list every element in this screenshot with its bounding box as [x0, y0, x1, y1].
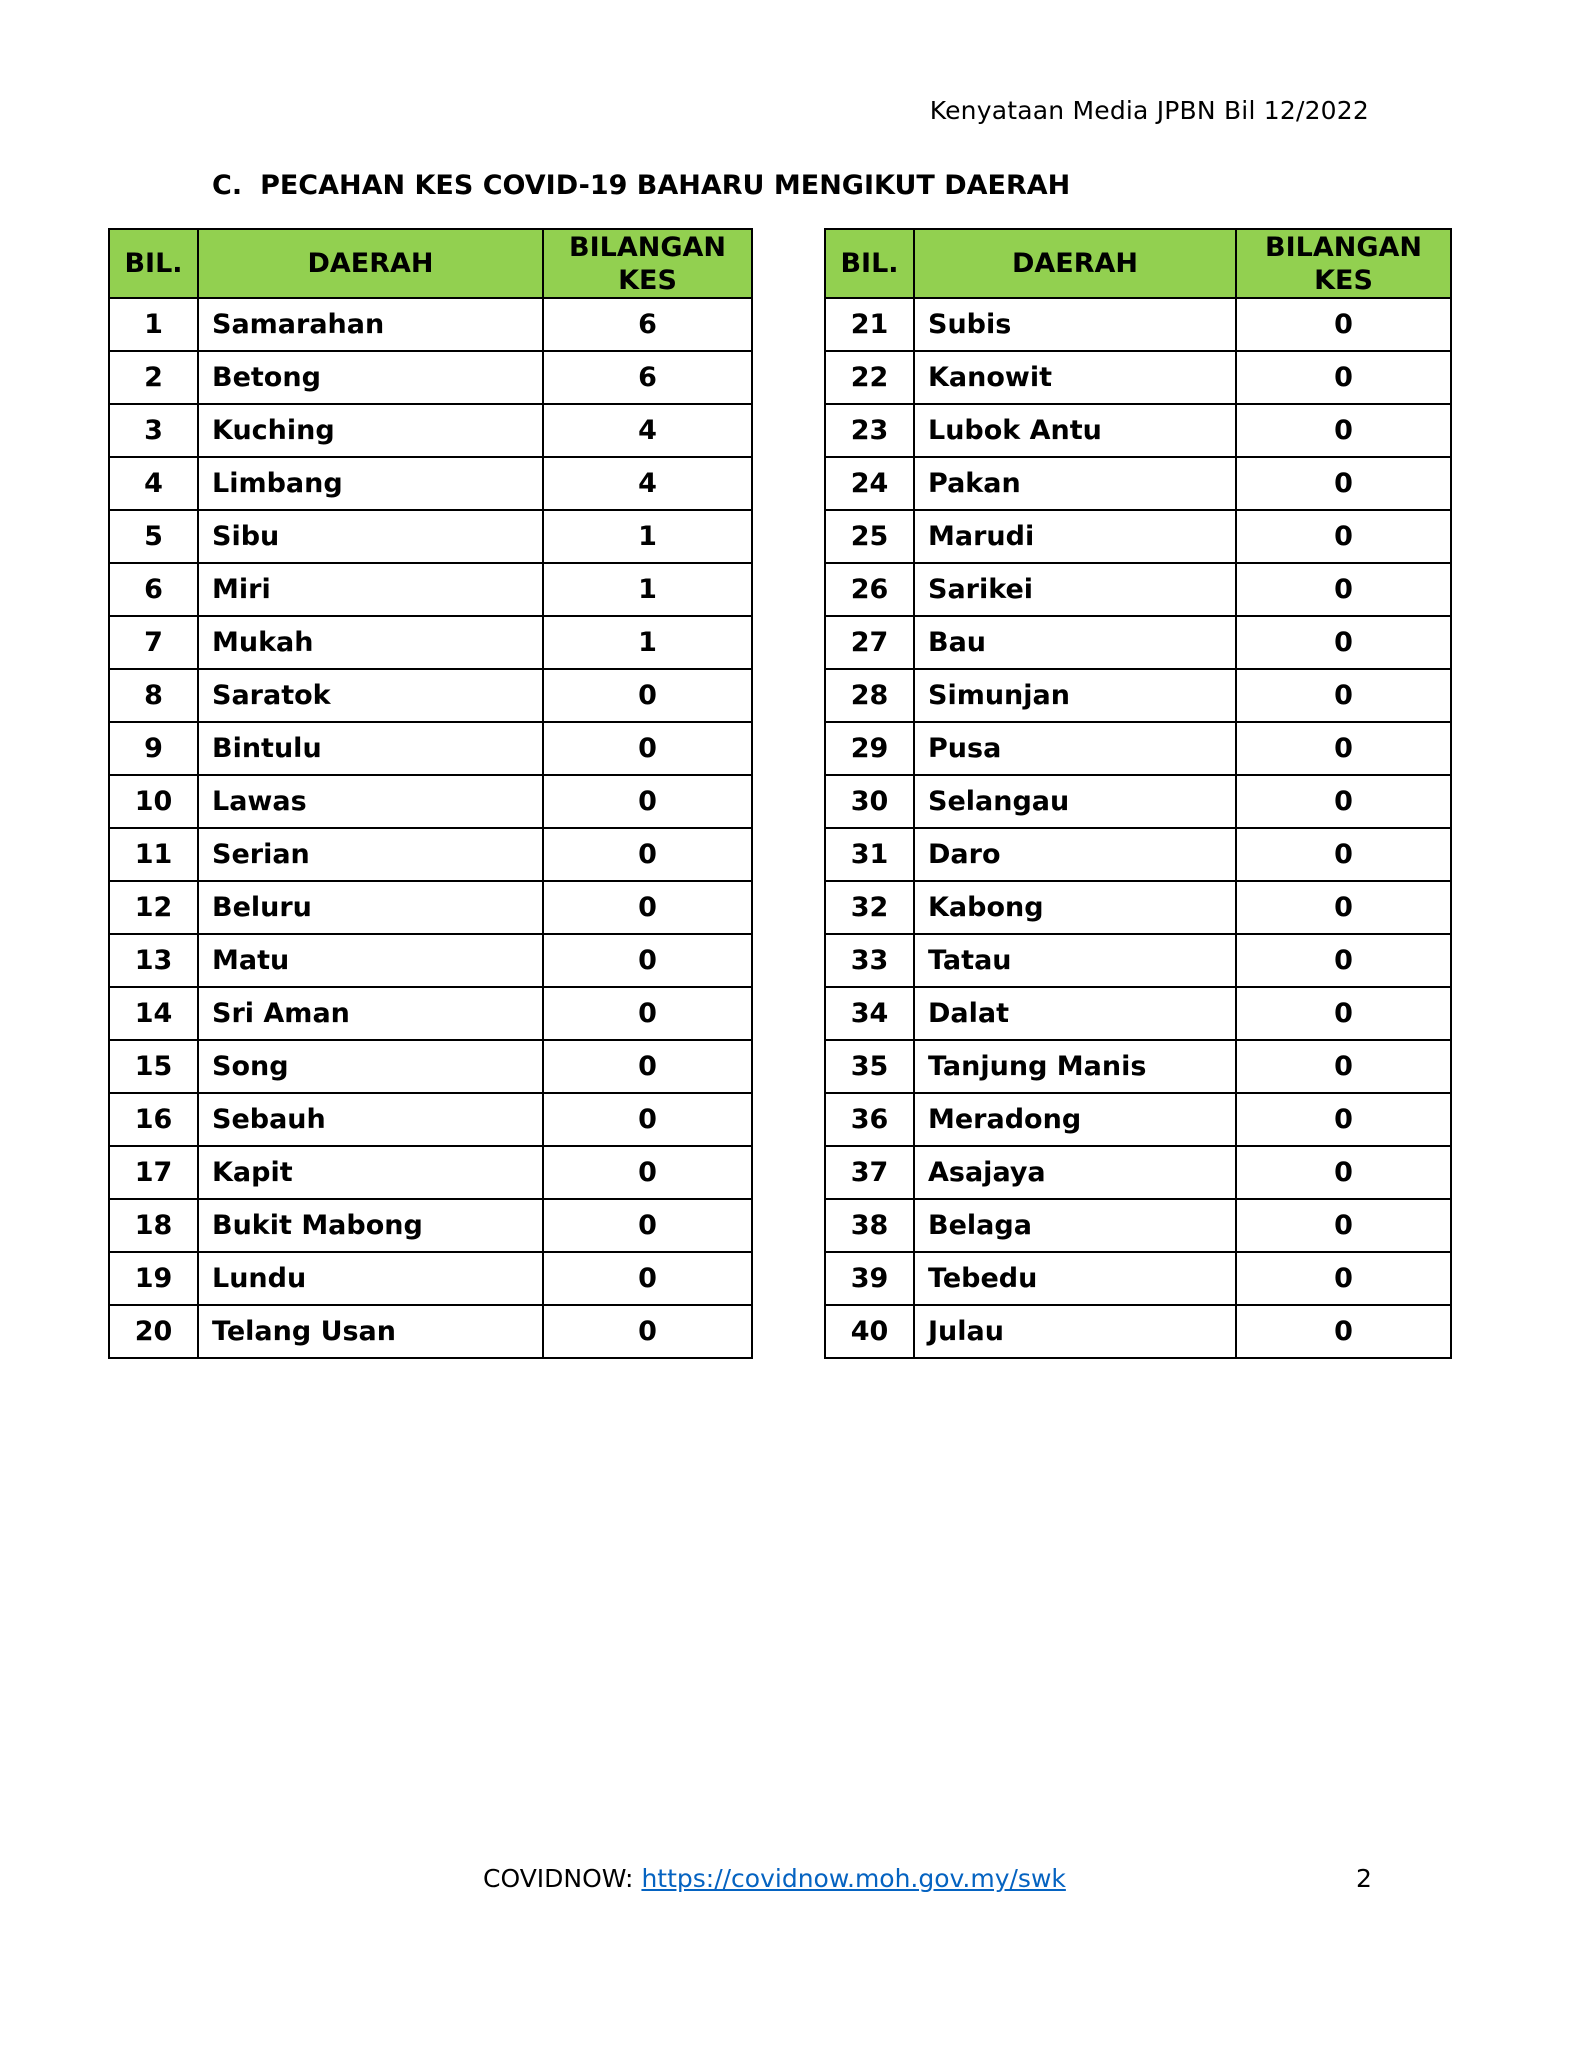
cell-kes: 1 — [543, 563, 752, 616]
section-letter: C. — [212, 170, 243, 201]
district-table-right — [824, 228, 1452, 1359]
cell-kes: 4 — [543, 404, 752, 457]
cell-kes: 6 — [543, 351, 752, 404]
table-body-right — [825, 298, 1451, 1358]
cell-kes: 0 — [543, 1146, 752, 1199]
table-row — [109, 775, 752, 828]
cell-kes: 0 — [1236, 1305, 1451, 1358]
cell-kes: 1 — [543, 510, 752, 563]
cell-daerah: Julau — [914, 1305, 1236, 1358]
cell-bil: 12 — [109, 881, 198, 934]
header-kes — [543, 229, 752, 298]
table-row — [109, 298, 752, 351]
cell-daerah: Betong — [198, 351, 543, 404]
cell-daerah: Kuching — [198, 404, 543, 457]
cell-bil: 11 — [109, 828, 198, 881]
cell-bil: 33 — [825, 934, 914, 987]
page-header: Kenyataan Media JPBN Bil 12/2022 — [929, 96, 1369, 125]
table-row — [109, 563, 752, 616]
cell-daerah: Sebauh — [198, 1093, 543, 1146]
cell-kes: 0 — [543, 881, 752, 934]
cell-daerah: Song — [198, 1040, 543, 1093]
cell-daerah: Tebedu — [914, 1252, 1236, 1305]
cell-daerah: Telang Usan — [198, 1305, 543, 1358]
table-row — [825, 722, 1451, 775]
cell-bil: 18 — [109, 1199, 198, 1252]
cell-daerah: Simunjan — [914, 669, 1236, 722]
cell-kes: 0 — [1236, 1040, 1451, 1093]
cell-kes: 0 — [1236, 510, 1451, 563]
cell-kes: 0 — [543, 987, 752, 1040]
cell-daerah: Bukit Mabong — [198, 1199, 543, 1252]
cell-kes: 0 — [1236, 351, 1451, 404]
cell-bil: 3 — [109, 404, 198, 457]
table-row — [825, 298, 1451, 351]
footer — [483, 1864, 1066, 1893]
cell-daerah: Lubok Antu — [914, 404, 1236, 457]
cell-daerah: Matu — [198, 934, 543, 987]
table-body-left — [109, 298, 752, 1358]
header-kes-line2: KES — [618, 264, 677, 296]
cell-kes: 1 — [543, 616, 752, 669]
table-row — [825, 510, 1451, 563]
table-row — [109, 828, 752, 881]
cell-kes: 0 — [1236, 775, 1451, 828]
table-row — [825, 351, 1451, 404]
table-row — [109, 987, 752, 1040]
cell-daerah: Pusa — [914, 722, 1236, 775]
cell-kes: 0 — [543, 828, 752, 881]
cell-kes: 0 — [1236, 1199, 1451, 1252]
table-row — [825, 1093, 1451, 1146]
cell-bil: 29 — [825, 722, 914, 775]
cell-kes: 0 — [1236, 404, 1451, 457]
table-row — [109, 669, 752, 722]
footer-label: COVIDNOW: — [483, 1864, 642, 1893]
cell-daerah: Subis — [914, 298, 1236, 351]
cell-bil: 5 — [109, 510, 198, 563]
cell-daerah: Asajaya — [914, 1146, 1236, 1199]
table-row — [825, 1040, 1451, 1093]
cell-bil: 4 — [109, 457, 198, 510]
cell-bil: 21 — [825, 298, 914, 351]
cell-kes: 0 — [1236, 987, 1451, 1040]
table-row — [825, 1305, 1451, 1358]
cell-kes: 0 — [543, 669, 752, 722]
cell-bil: 30 — [825, 775, 914, 828]
cell-daerah: Daro — [914, 828, 1236, 881]
table-row — [825, 1199, 1451, 1252]
cell-bil: 23 — [825, 404, 914, 457]
table-row — [825, 457, 1451, 510]
cell-bil: 15 — [109, 1040, 198, 1093]
cell-daerah: Tanjung Manis — [914, 1040, 1236, 1093]
cell-bil: 10 — [109, 775, 198, 828]
header-daerah: DAERAH — [198, 229, 543, 298]
header-bil: BIL. — [109, 229, 198, 298]
cell-bil: 19 — [109, 1252, 198, 1305]
cell-daerah: Bau — [914, 616, 1236, 669]
cell-bil: 8 — [109, 669, 198, 722]
cell-daerah: Lawas — [198, 775, 543, 828]
cell-bil: 17 — [109, 1146, 198, 1199]
cell-kes: 0 — [1236, 298, 1451, 351]
cell-bil: 22 — [825, 351, 914, 404]
cell-daerah: Belaga — [914, 1199, 1236, 1252]
cell-kes: 6 — [543, 298, 752, 351]
page-number: 2 — [1356, 1864, 1372, 1893]
section-title: PECAHAN KES COVID-19 BAHARU MENGIKUT DAERAH — [260, 170, 1071, 201]
cell-bil: 34 — [825, 987, 914, 1040]
cell-bil: 1 — [109, 298, 198, 351]
table-row — [109, 1305, 752, 1358]
cell-kes: 0 — [1236, 457, 1451, 510]
table-row — [109, 616, 752, 669]
table-row — [825, 669, 1451, 722]
table-row — [825, 404, 1451, 457]
table-row — [109, 351, 752, 404]
table-row — [825, 987, 1451, 1040]
header-daerah: DAERAH — [914, 229, 1236, 298]
cell-kes: 0 — [1236, 1252, 1451, 1305]
cell-daerah: Lundu — [198, 1252, 543, 1305]
cell-daerah: Bintulu — [198, 722, 543, 775]
cell-kes: 0 — [543, 722, 752, 775]
cell-bil: 37 — [825, 1146, 914, 1199]
cell-daerah: Saratok — [198, 669, 543, 722]
cell-kes: 0 — [543, 1040, 752, 1093]
cell-daerah: Pakan — [914, 457, 1236, 510]
cell-bil: 9 — [109, 722, 198, 775]
cell-daerah: Marudi — [914, 510, 1236, 563]
cell-daerah: Kabong — [914, 881, 1236, 934]
header-kes-line1: BILANGAN — [1265, 231, 1422, 263]
cell-daerah: Serian — [198, 828, 543, 881]
cell-kes: 0 — [543, 1199, 752, 1252]
cell-bil: 24 — [825, 457, 914, 510]
cell-bil: 39 — [825, 1252, 914, 1305]
cell-daerah: Meradong — [914, 1093, 1236, 1146]
cell-daerah: Sibu — [198, 510, 543, 563]
cell-daerah: Dalat — [914, 987, 1236, 1040]
cell-kes: 0 — [543, 775, 752, 828]
cell-bil: 28 — [825, 669, 914, 722]
cell-daerah: Sarikei — [914, 563, 1236, 616]
cell-kes: 0 — [1236, 722, 1451, 775]
cell-bil: 40 — [825, 1305, 914, 1358]
table-row — [825, 828, 1451, 881]
table-row — [109, 457, 752, 510]
cell-bil: 38 — [825, 1199, 914, 1252]
header-kes — [1236, 229, 1451, 298]
cell-bil: 26 — [825, 563, 914, 616]
cell-bil: 13 — [109, 934, 198, 987]
district-table-left — [108, 228, 753, 1359]
cell-daerah: Miri — [198, 563, 543, 616]
cell-kes: 0 — [1236, 563, 1451, 616]
cell-kes: 0 — [1236, 881, 1451, 934]
cell-kes: 0 — [1236, 1146, 1451, 1199]
header-row — [109, 229, 752, 298]
cell-kes: 0 — [1236, 616, 1451, 669]
table-row — [825, 1146, 1451, 1199]
cell-daerah: Kapit — [198, 1146, 543, 1199]
header-kes-line1: BILANGAN — [569, 231, 726, 263]
covidnow-link[interactable]: https://covidnow.moh.gov.my/swk — [641, 1864, 1066, 1893]
table-row — [825, 881, 1451, 934]
cell-bil: 14 — [109, 987, 198, 1040]
cell-kes: 0 — [1236, 934, 1451, 987]
table-row — [825, 934, 1451, 987]
cell-daerah: Limbang — [198, 457, 543, 510]
cell-kes: 0 — [1236, 669, 1451, 722]
table-row — [109, 1093, 752, 1146]
header-bil: BIL. — [825, 229, 914, 298]
table-row — [109, 722, 752, 775]
cell-bil: 7 — [109, 616, 198, 669]
cell-daerah: Beluru — [198, 881, 543, 934]
cell-bil: 35 — [825, 1040, 914, 1093]
table-row — [109, 881, 752, 934]
header-row — [825, 229, 1451, 298]
cell-daerah: Selangau — [914, 775, 1236, 828]
table-row — [109, 510, 752, 563]
cell-daerah: Tatau — [914, 934, 1236, 987]
cell-bil: 20 — [109, 1305, 198, 1358]
cell-bil: 6 — [109, 563, 198, 616]
table-row — [825, 616, 1451, 669]
table-row — [109, 1146, 752, 1199]
table-row — [825, 775, 1451, 828]
table-row — [825, 563, 1451, 616]
cell-bil: 25 — [825, 510, 914, 563]
cell-kes: 0 — [1236, 828, 1451, 881]
table-row — [109, 1199, 752, 1252]
header-kes-line2: KES — [1314, 264, 1373, 296]
cell-bil: 2 — [109, 351, 198, 404]
cell-kes: 0 — [543, 1252, 752, 1305]
table-row — [825, 1252, 1451, 1305]
cell-kes: 0 — [543, 1093, 752, 1146]
cell-kes: 4 — [543, 457, 752, 510]
cell-bil: 31 — [825, 828, 914, 881]
table-row — [109, 404, 752, 457]
cell-kes: 0 — [1236, 1093, 1451, 1146]
cell-bil: 16 — [109, 1093, 198, 1146]
section-heading — [212, 170, 1070, 201]
cell-kes: 0 — [543, 1305, 752, 1358]
cell-daerah: Kanowit — [914, 351, 1236, 404]
cell-kes: 0 — [543, 934, 752, 987]
table-row — [109, 1252, 752, 1305]
cell-bil: 32 — [825, 881, 914, 934]
cell-daerah: Mukah — [198, 616, 543, 669]
table-row — [109, 934, 752, 987]
cell-daerah: Sri Aman — [198, 987, 543, 1040]
cell-bil: 27 — [825, 616, 914, 669]
table-row — [109, 1040, 752, 1093]
cell-bil: 36 — [825, 1093, 914, 1146]
cell-daerah: Samarahan — [198, 298, 543, 351]
